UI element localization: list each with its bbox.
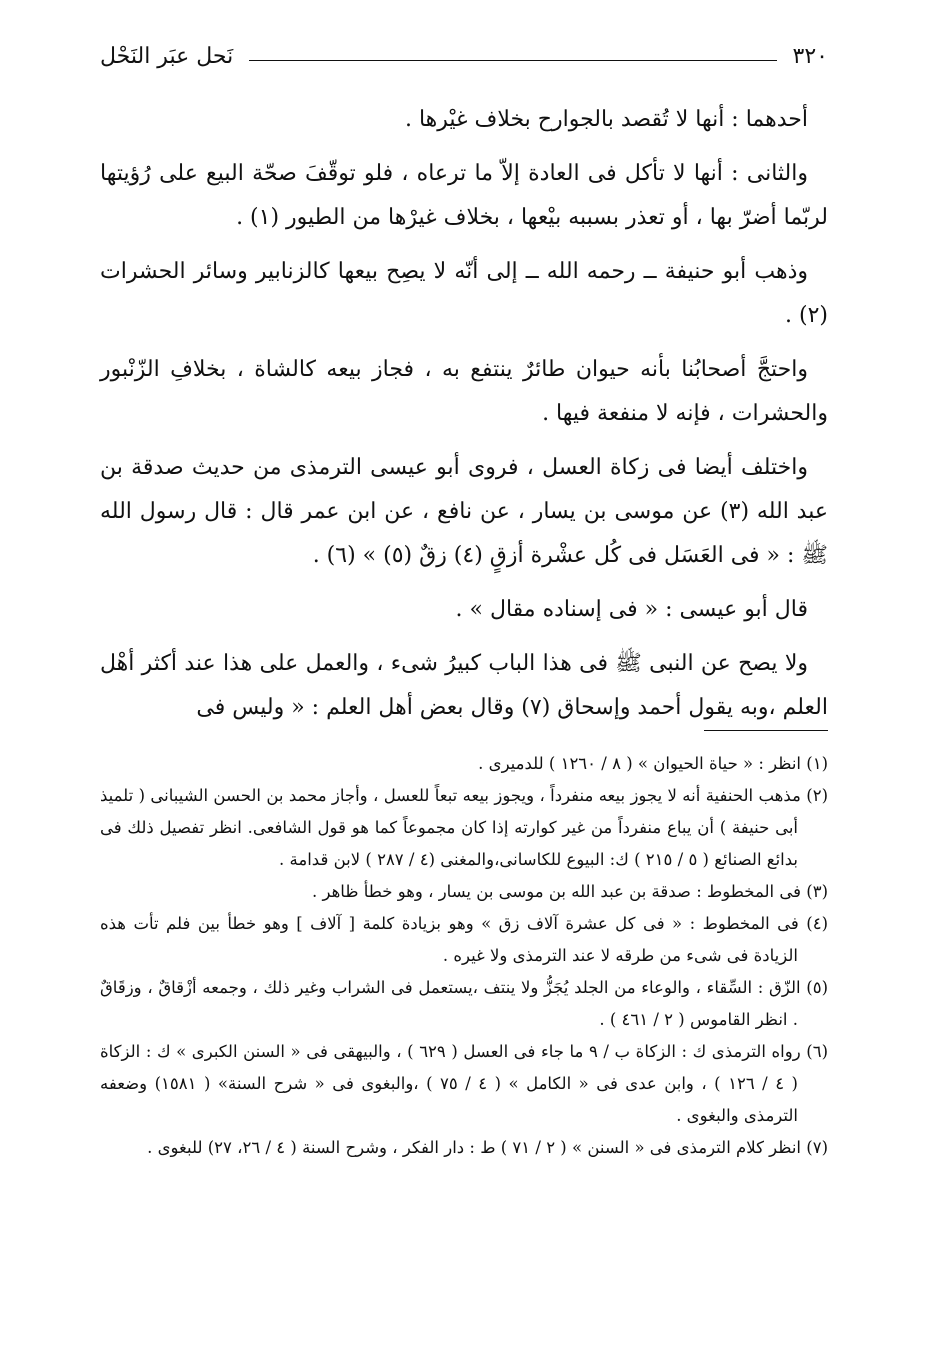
paragraph: واحتجَّ أصحابُنا بأنه حيوان طائرٌ ينتفع به ، فجاز بيعه كالشاة ، بخلافِ الزّنْبور والحشرات ، فإنه لا منفعة فيها . bbox=[100, 357, 828, 426]
paragraph: أحدهما : أنها لا تُقصد بالجوارح بخلاف غيْرها . bbox=[404, 107, 808, 132]
page-number: ٣٢٠ bbox=[792, 43, 828, 69]
paragraph: واختلف أيضا فى زكاة العسل ، فروى أبو عيسى الترمذى من حديث صدقة بن عبد الله (٣) عن موسى بن يسار ، عن نافع ، عن ابن عمر قال : قال رسول الله ﷺ : « فى العَسَل فى كُل عشْرة أزقٍ (٤) زقٌ (٥) » (٦) . bbox=[100, 455, 829, 568]
footnote-separator bbox=[704, 730, 828, 731]
footnote: (١) انظر : « حياة الحيوان » ( ٨ / ١٢٦٠ ) للدميرى . bbox=[478, 754, 828, 773]
footnote: (٤) فى المخطوط : « فى كل عشرة آلاف زق » وهو بزيادة كلمة [ آلاف ] وهو خطأ بين فلم تأت هذه الزيادة فى شىء من طرقه لا عند الترمذى ولا غيره . bbox=[100, 914, 828, 965]
main-text bbox=[100, 98, 828, 740]
footnotes bbox=[100, 748, 828, 1164]
footnote: (٦) رواه الترمذى ك : الزكاة ب / ٩ ما جاء فى العسل ( ٦٢٩ ) ، والبيهقى فى « السنن الكبرى » ك : الزكاة ( ٤ / ١٢٦ ) ، وابن عدى فى « الكامل » ( ٤ / ٧٥ ) ،والبغوى فى « شرح السنة» ( ١٥٨١) وضعفه الترمذى والبغوى . bbox=[100, 1042, 828, 1125]
paragraph: قال أبو عيسى : « فى إسناده مقال » . bbox=[455, 597, 808, 622]
paragraph: ولا يصح عن النبى ﷺ فى هذا الباب كبيرُ شىء ، والعمل على هذا عند أكثر أهْل العلم ،وبه يقول أحمد وإسحاق (٧) وقال بعض أهل العلم : « وليس فى bbox=[100, 651, 828, 720]
page-header bbox=[100, 38, 828, 74]
footnote: (٥) الزّق : السِّقاء ، والوعاء من الجلد يُجَزُّ ولا ينتف ،يستعمل فى الشراب وغير ذلك ، وجمعه أزْقاقٌ ، وزقَاقٌ . انظر القاموس ( ٢ / ٤٦١ ) . bbox=[100, 978, 828, 1029]
header-rule bbox=[249, 60, 776, 61]
footnote: (٣) فى المخطوط : صدقة بن عبد الله بن موسى بن يسار ، وهو خطأ ظاهر . bbox=[312, 882, 828, 901]
footnote: (٧) انظر كلام الترمذى فى « السنن » ( ٢ / ٧١ ) ط : دار الفكر ، وشرح السنة ( ٤ / ٢٦، ٢٧) للبغوى . bbox=[147, 1138, 828, 1157]
running-title: نَحل عبَر النَحْل bbox=[100, 43, 234, 69]
footnote: (٢) مذهب الحنفية أنه لا يجوز بيعه منفرداً ، ويجوز بيعه تبعاً للعسل ، وأجاز محمد بن الحسن الشيبانى ( تلميذ أبى حنيفة ) أن يباع منفرداً من غير كوارته إذا كان مجموعاً كما هو قول الشافعى. انظر تفصيل ذلك فى بدائع الصنائع ( ٥ / ٢١٥ ) ك: البيوع للكاسانى،والمغنى (٤ / ٢٨٧ ) لابن قدامة . bbox=[100, 786, 828, 869]
paragraph: والثانى : أنها لا تأكل فى العادة إلاّ ما ترعاه ، فلو توقّفَ صحّة البيع على رُؤيتها لربّما أضرّ بها ، أو تعذر بسببه بيْعها ، بخلاف غيرْها من الطيور (١) . bbox=[100, 161, 828, 230]
paragraph: وذهب أبو حنيفة ــ رحمه الله ــ إلى أنّه لا يصِح بيعها كالزنابير وسائر الحشرات (٢) . bbox=[100, 259, 828, 328]
